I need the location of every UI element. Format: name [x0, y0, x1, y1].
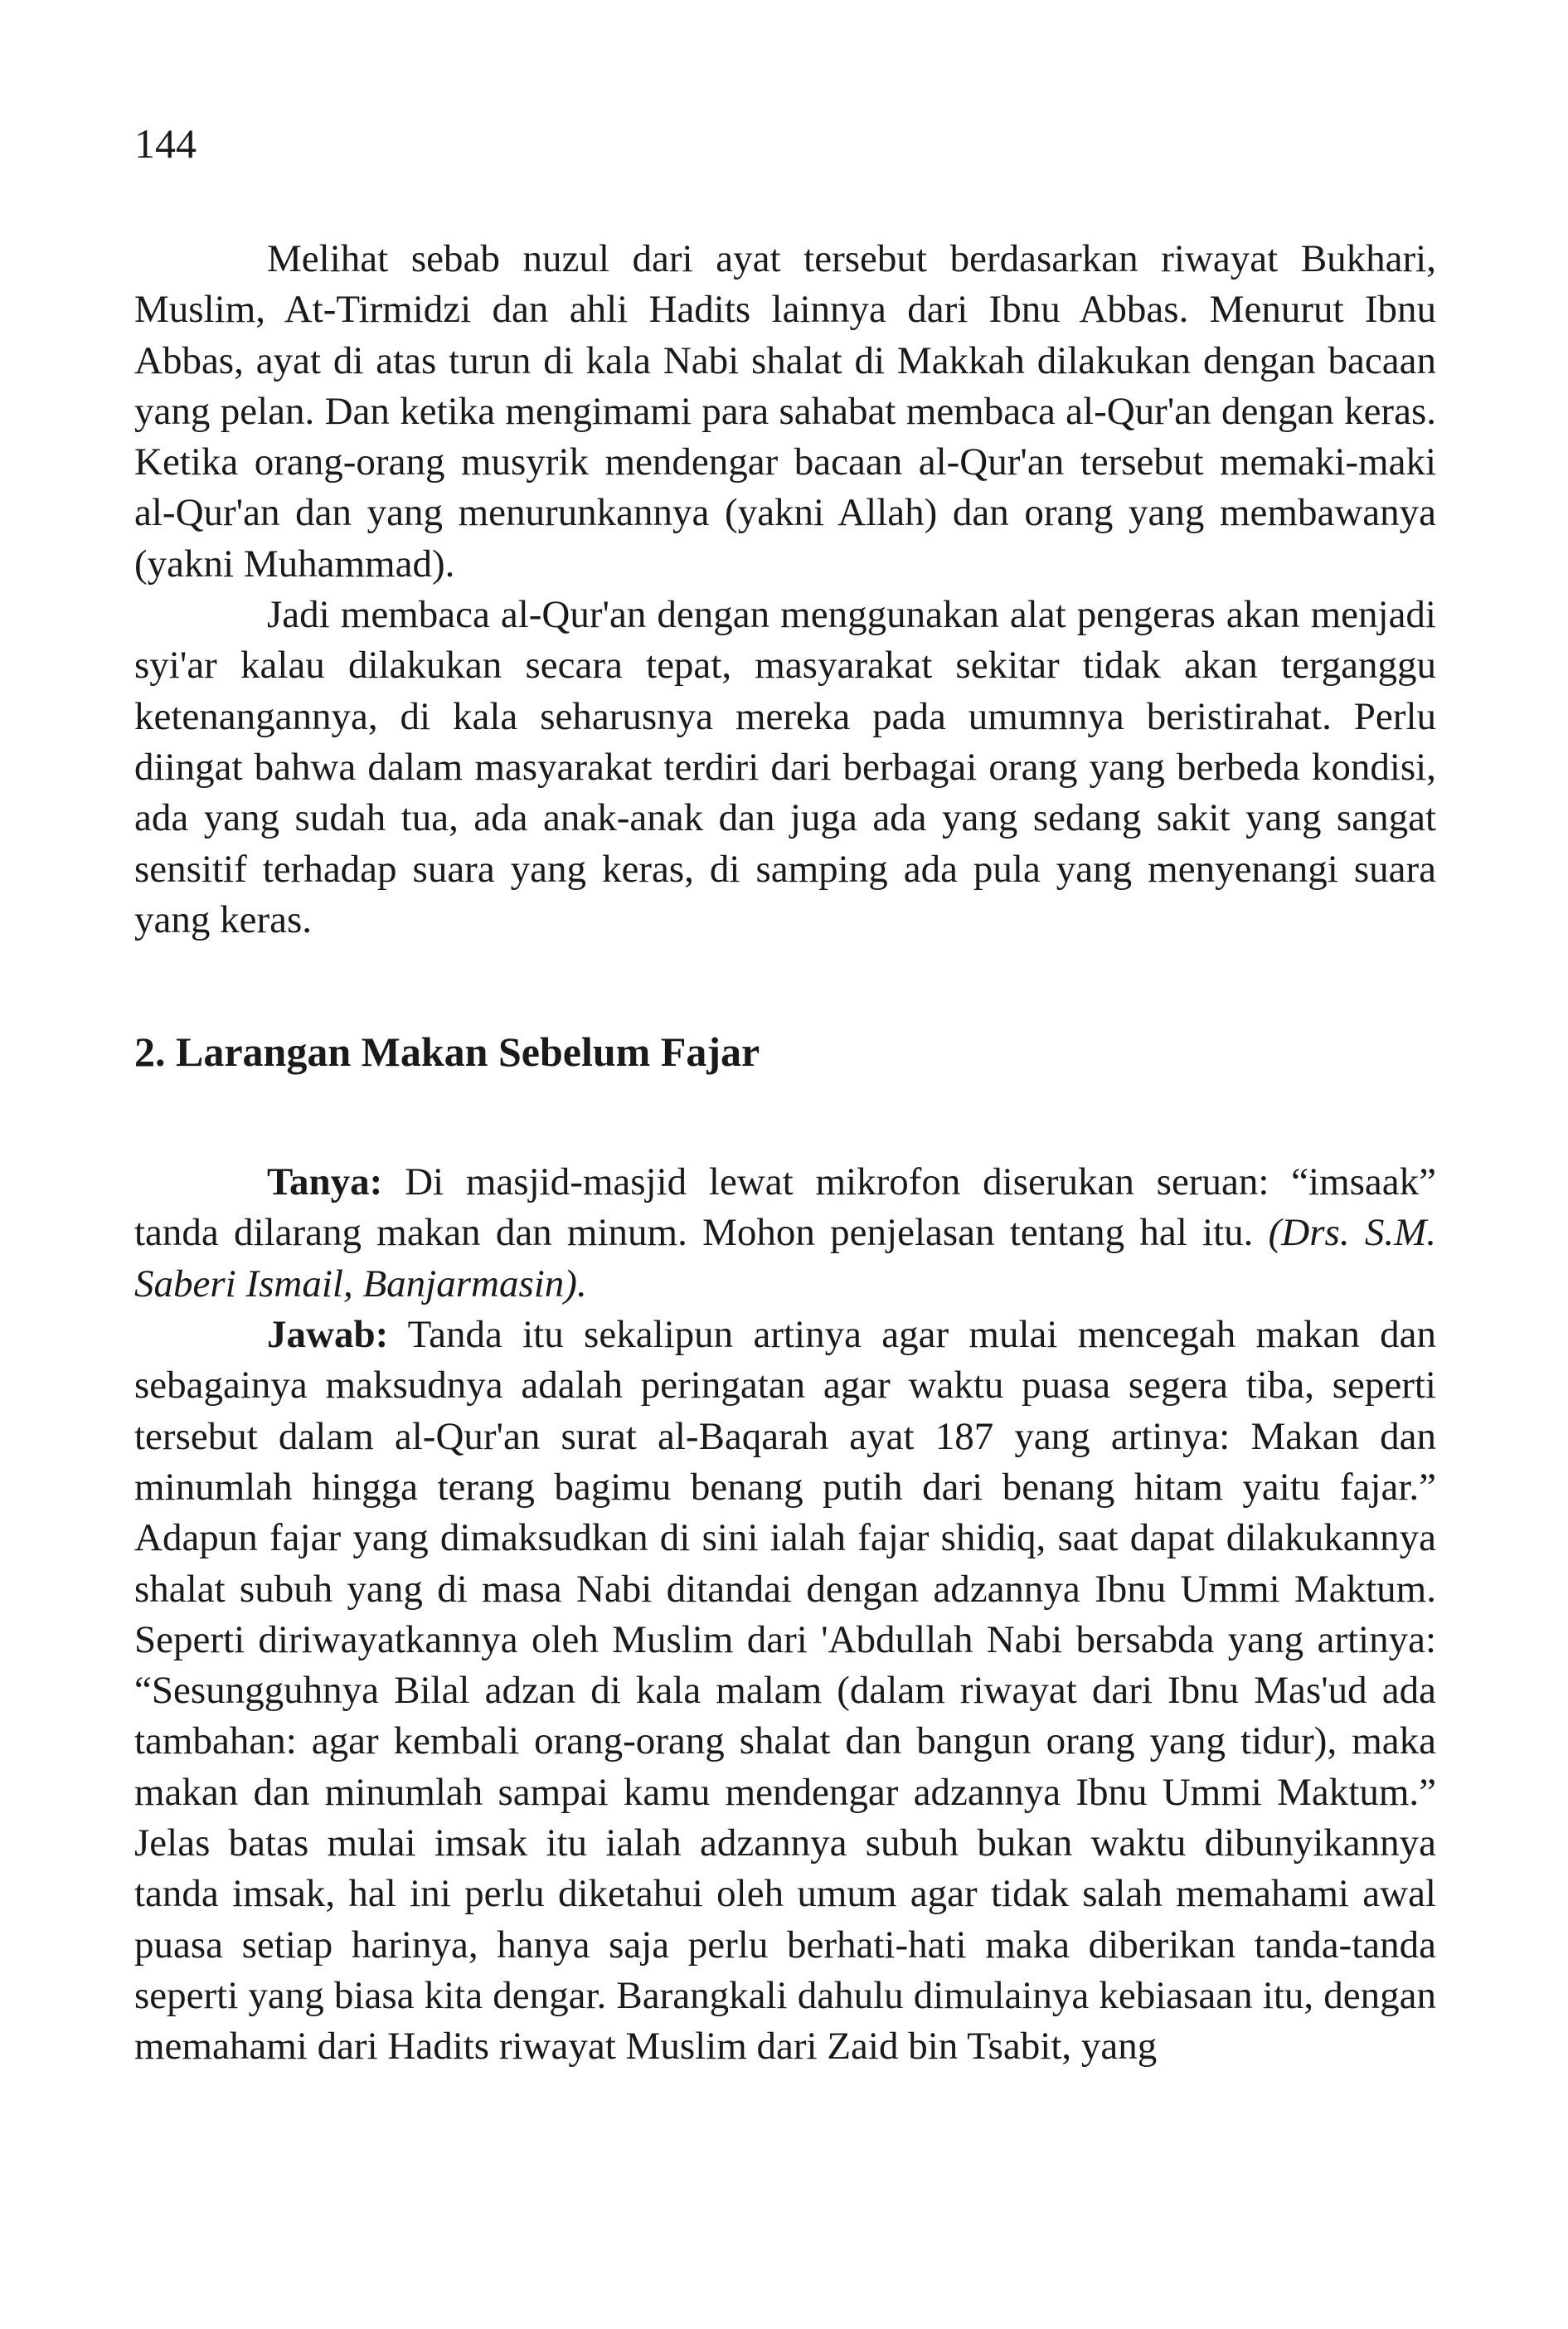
question-paragraph [134, 1157, 1436, 1310]
answer-text: Tanda itu sekalipun artinya agar mulai mencegah makan dan sebagainya maksudnya adalah peringatan agar waktu puasa segera tiba, seperti tersebut dalam al-Qur'an surat al-Baqarah ayat 187 yang artinya: Makan dan minumlah hingga terang bagimu benang putih dari benang hitam yaitu fajar.” Adapun fajar yang dimaksudkan di sini ialah fajar shidiq, saat dapat dilakukannya shalat subuh yang di masa Nabi ditandai dengan adzannya Ibnu Ummi Maktum. Seperti diriwayatkannya oleh Muslim dari 'Abdullah Nabi bersabda yang artinya: “Sesungguhnya Bilal adzan di kala malam (dalam riwayat dari Ibnu Mas'ud ada tambahan: agar kembali orang-orang shalat dan bangun orang yang tidur), maka makan dan minumlah sampai kamu mendengar adzannya Ibnu Ummi Maktum.” Jelas batas mulai imsak itu ialah adzannya subuh bukan waktu dibunyikannya tanda imsak, hal ini perlu diketahui oleh umum agar tidak salah memahami awal puasa setiap harinya, hanya saja perlu berhati-hati maka diberikan tanda-tanda seperti yang biasa kita dengar. Barangkali dahulu dimulainya kebiasaan itu, dengan memahami dari Hadits riwayat Muslim dari Zaid bin Tsabit, yang [134, 1313, 1436, 2069]
question-text: Di masjid-masjid lewat mikrofon diserukan seruan: “imsaak” tanda dilarang makan dan minum. Mohon penjelasan tentang hal itu. [134, 1160, 1436, 1255]
paragraph-asbabun-nuzul: Melihat sebab nuzul dari ayat tersebut berdasarkan riwayat Bukhari, Muslim, At-Tirmidzi dan ahli Hadits lainnya dari Ibnu Abbas. Menurut Ibnu Abbas, ayat di atas turun di kala Nabi shalat di Makkah dilakukan dengan bacaan yang pelan. Dan ketika mengimami para sahabat membaca al-Qur'an dengan keras. Ketika orang-orang musyrik mendengar bacaan al-Qur'an tersebut memaki-maki al-Qur'an dan yang menurunkannya (yakni Allah) dan orang yang membawanya (yakni Muhammad). [134, 237, 1436, 586]
question-label: Tanya: [267, 1160, 383, 1204]
answer-label: Jawab: [267, 1313, 389, 1357]
answer-paragraph [134, 1310, 1436, 2072]
page-body [134, 234, 1436, 2073]
paragraph-loudspeaker: Jadi membaca al-Qur'an dengan menggunakan alat pengeras akan menjadi syi'ar kalau dilakukan secara tepat, masyarakat sekitar tidak akan terganggu ketenangannya, di kala seharusnya mereka pada umumnya beristirahat. Perlu diingat bahwa dalam masyarakat terdiri dari berbagai orang yang berbeda kondisi, ada yang sudah tua, ada anak-anak dan juga ada yang sedang sakit yang sangat sensitif terhadap suara yang keras, di samping ada pula yang menyenangi suara yang keras. [134, 593, 1436, 941]
section-heading: 2. Larangan Makan Sebelum Fajar [134, 1028, 760, 1076]
question-source: (Drs. S.M. Saberi Ismail, Banjarmasin). [134, 1211, 1436, 1306]
page-number: 144 [134, 120, 197, 167]
